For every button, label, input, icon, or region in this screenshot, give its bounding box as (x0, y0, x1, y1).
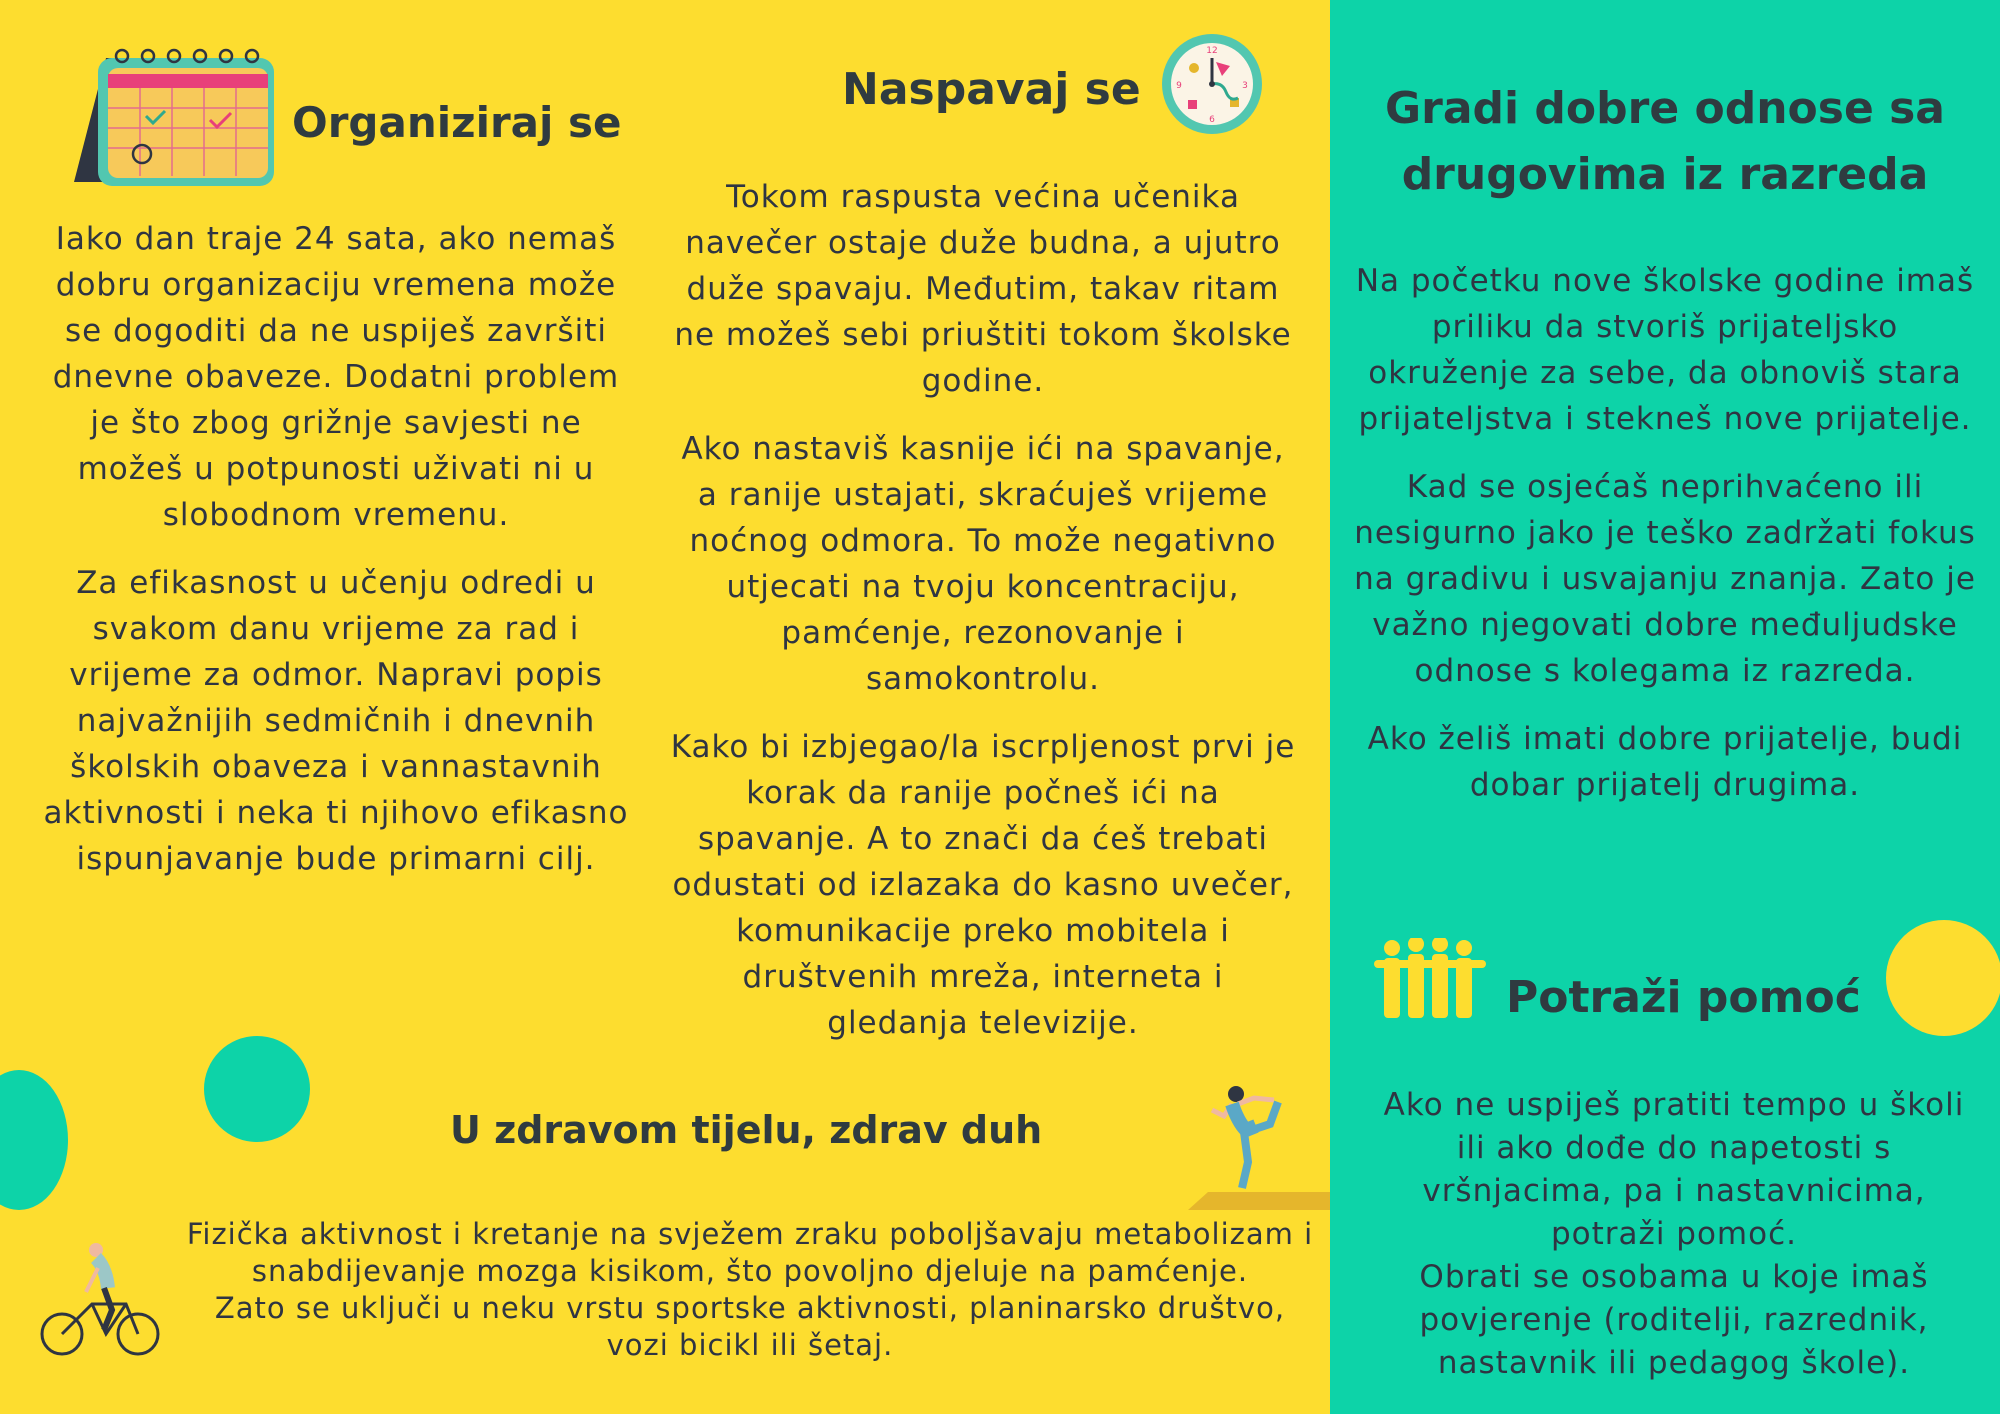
help-line-2: Obrati se osobama u koje imaš povjerenje (roditelji, razrednik, nastavnik ili pedagog škole). (1419, 1259, 1929, 1381)
sleep-paragraph-1: Tokom raspusta većina učenika navečer ostaje duže budna, a ujutro duže spavaju. Međutim, takav ritam ne možeš sebi priuštiti tokom školske godine. (674, 179, 1292, 399)
svg-text:6: 6 (1209, 115, 1215, 125)
yoga-pose-icon (1188, 1082, 1330, 1210)
relations-heading: Gradi dobre odnose sa drugovima iz razreda (1385, 83, 1945, 200)
yellow-circle-decoration (1886, 920, 2000, 1036)
health-body (180, 1216, 1320, 1364)
organize-paragraph-2: Za efikasnost u učenju odredi u svakom danu vrijeme za rad i vrijeme za odmor. Napravi popis najvažnijih sedmičnih i dnevnih školskih obaveza i vannastavnih aktivnosti i neka ti njihovo efikasno ispunjavanje bude primarni cilj. (43, 565, 629, 877)
organize-paragraph-1: Iako dan traje 24 sata, ako nemaš dobru organizaciju vremena može se dogoditi da ne uspiješ završiti dnevne obaveze. Dodatni problem je što zbog grižnje savjesti ne možeš u potpunosti uživati ni u slobodnom vremenu. (52, 221, 620, 533)
sleep-body (668, 174, 1298, 1068)
relations-paragraph-3: Ako želiš imati dobre prijatelje, budi dobar prijatelj drugima. (1367, 721, 1963, 803)
help-body (1374, 1084, 1974, 1385)
svg-text:12: 12 (1206, 46, 1218, 56)
svg-text:9: 9 (1176, 81, 1182, 91)
relations-paragraph-1: Na početku nove školske godine imaš priliku da stvoriš prijateljsko okruženje za sebe, da obnoviš stara prijateljstva i stekneš nove prijatelje. (1355, 263, 1975, 437)
calendar-icon (68, 46, 278, 188)
help-heading: Potraži pomoć (1506, 972, 1861, 1023)
organize-heading: Organiziraj se (292, 98, 622, 147)
sleep-paragraph-2: Ako nastaviš kasnije ići na spavanje, a ranije ustajati, skraćuješ vrijeme noćnog odmora. To može negativno utjecati na tvoju koncentraciju, pamćenje, rezonovanje i samokontrolu. (681, 431, 1285, 697)
help-line-1: Ako ne uspiješ pratiti tempo u školi ili ako dođe do napetosti s vršnjacima, pa i nastavnicima, potraži pomoć. (1383, 1087, 1965, 1252)
cyclist-icon (38, 1240, 162, 1360)
relations-paragraph-2: Kad se osjećaš neprihvaćeno ili nesigurno jako je teško zadržati fokus na gradivu i usvajanju znanja. Zato je važno njegovati dobre međuljudske odnose s kolegama iz razreda. (1354, 469, 1976, 689)
organize-body (36, 216, 636, 904)
sleep-heading: Naspavaj se (842, 64, 1141, 115)
sleep-paragraph-3: Kako bi izbjegao/la iscrpljenost prvi je korak da ranije počneš ići na spavanje. A to znači da ćeš trebati odustati od izlazaka do kasno uvečer, komunikacije preko mobitela i društvenih mreža, interneta i gledanja televizije. (670, 729, 1296, 1041)
people-group-icon (1374, 938, 1486, 1018)
relations-body (1354, 258, 1976, 830)
teal-circle-decoration (204, 1036, 310, 1142)
health-line-1: Fizička aktivnost i kretanje na svježem zraku poboljšavaju metabolizam i snabdijevanje mozga kisikom, što povoljno djeluje na pamćenje. (186, 1217, 1314, 1288)
health-heading: U zdravom tijelu, zdrav duh (450, 1108, 1043, 1152)
svg-text:3: 3 (1242, 81, 1248, 91)
health-line-2: Zato se uključi u neku vrstu sportske aktivnosti, planinarsko društvo, vozi bicikl ili šetaj. (214, 1291, 1286, 1362)
clock-icon (1160, 32, 1264, 136)
